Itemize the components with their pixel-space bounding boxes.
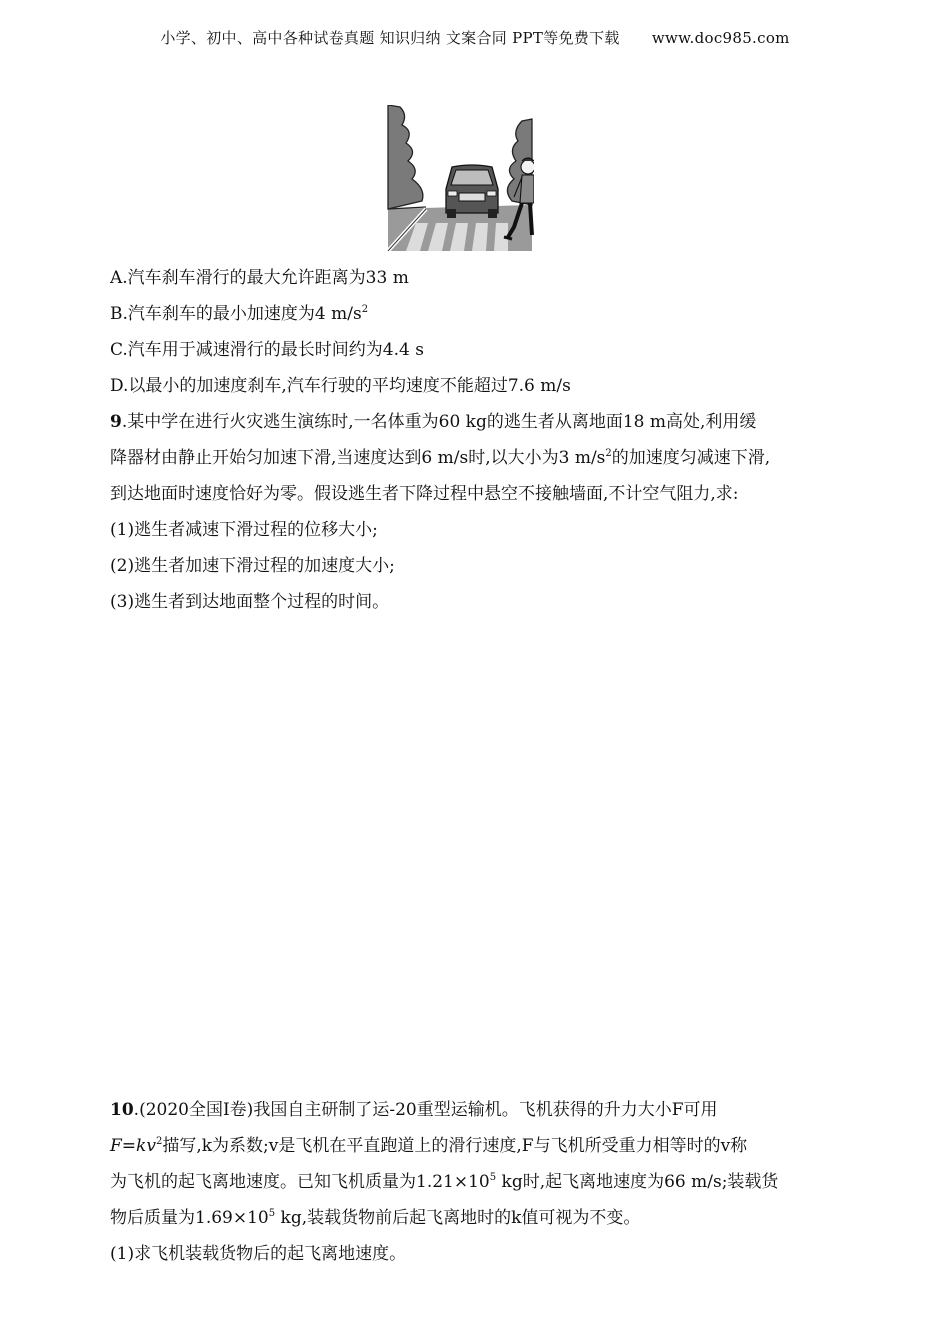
- q9-number: 9: [110, 412, 122, 432]
- q9-part-2: (2)逃生者加速下滑过程的加速度大小;: [110, 556, 395, 576]
- header-text: 小学、初中、高中各种试卷真题 知识归纳 文案合同 PPT等免费下载: [160, 29, 620, 47]
- q9-line-2-sup: 2: [605, 448, 612, 459]
- option-a: A.汽车刹车滑行的最大允许距离为33 m: [110, 268, 409, 288]
- q10-line-4: [110, 1206, 845, 1230]
- q9-part-3: (3)逃生者到达地面整个过程的时间。: [110, 592, 390, 612]
- q10-line-4-a: 物后质量为1.69×10: [110, 1208, 269, 1228]
- option-b-sup: 2: [361, 304, 369, 315]
- q9-line-2-b: 的加速度匀减速下滑,: [611, 448, 771, 468]
- q10-part-1: (1)求飞机装载货物后的起飞离地速度。: [110, 1244, 407, 1264]
- q9-line-3: 到达地面时速度恰好为零。假设逃生者下降过程中悬空不接触墙面,不计空气阻力,求:: [110, 484, 739, 504]
- q10-line-2-b: 描写,k为系数;v是飞机在平直跑道上的滑行速度,F与飞机所受重力相等时的v称: [162, 1136, 748, 1156]
- q9-line-2-a: 降器材由静止开始匀加速下滑,当速度达到6 m/s时,以大小为3 m/s: [110, 448, 606, 468]
- q10-number: 10: [110, 1100, 134, 1120]
- car-icon: [446, 165, 498, 218]
- q10-line-4-sup: 5: [268, 1208, 276, 1219]
- option-b: [110, 302, 845, 326]
- q10-line-2-a: F=kv: [110, 1136, 156, 1156]
- q10-line-1-text: .(2020全国Ⅰ卷)我国自主研制了运-20重型运输机。飞机获得的升力大小F可用: [133, 1100, 718, 1120]
- q10-line-4-b: kg,装载货物前后起飞离地时的k值可视为不变。: [275, 1208, 641, 1228]
- q10-line-2-sup: 2: [155, 1136, 163, 1147]
- q9-part-1: (1)逃生者减速下滑过程的位移大小;: [110, 520, 378, 540]
- q10-line-3-sup: 5: [489, 1172, 497, 1183]
- q10-line-3: [110, 1170, 845, 1194]
- q9-line-1: [110, 410, 845, 434]
- q9-line-2: [110, 446, 845, 470]
- option-c: C.汽车用于减速滑行的最长时间约为4.4 s: [110, 340, 424, 360]
- q10-line-3-a: 为飞机的起飞离地速度。已知飞机质量为1.21×10: [110, 1172, 490, 1192]
- q10-line-1: [110, 1098, 845, 1122]
- option-b-text: B.汽车刹车的最小加速度为4 m/s: [110, 304, 362, 324]
- q10-line-2: [110, 1134, 845, 1158]
- q9-line-1-text: .某中学在进行火灾逃生演练时,一名体重为60 kg的逃生者从离地面18 m高处,利用缓: [121, 412, 757, 432]
- crosswalk-illustration: [386, 105, 534, 251]
- header-url: www.doc985.com: [651, 29, 790, 47]
- q10-line-3-b: kg时,起飞离地速度为66 m/s;装载货: [496, 1172, 779, 1192]
- option-d: D.以最小的加速度刹车,汽车行驶的平均速度不能超过7.6 m/s: [110, 376, 571, 396]
- page-header: [0, 27, 950, 48]
